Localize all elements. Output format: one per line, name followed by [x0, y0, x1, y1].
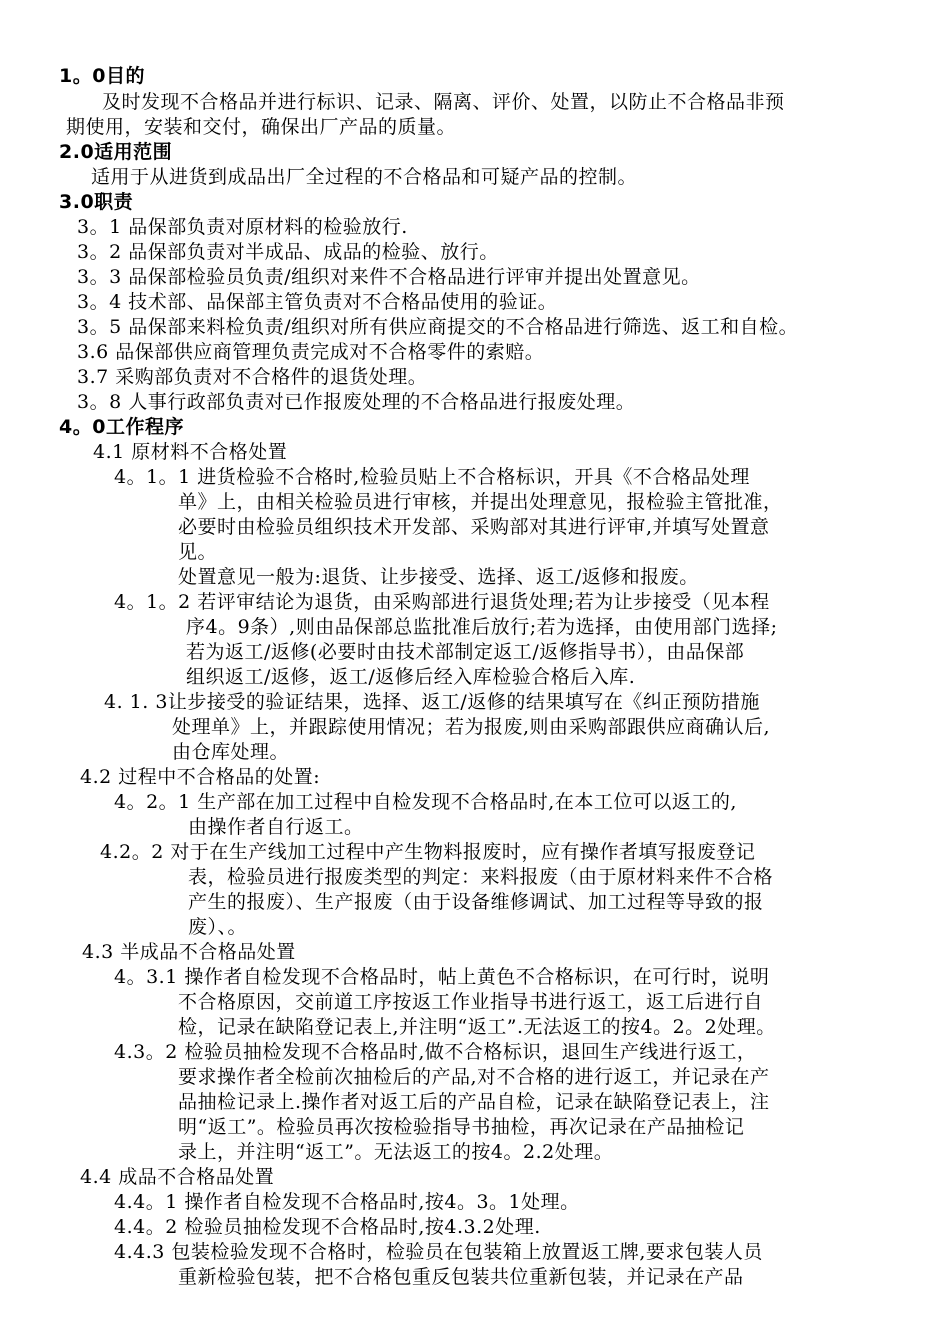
paragraph-line: 4.4。2 检验员抽检发现不合格品时,按4.3.2处理.: [114, 1216, 541, 1238]
paragraph-line: 品抽检记录上.操作者对返工后的产品自检，记录在缺陷登记表上，注: [178, 1091, 770, 1113]
paragraph-line: 录上，并注明“返工”。无法返工的按4。2.2处理。: [178, 1141, 614, 1163]
paragraph-line: 4.2。2 对于在生产线加工过程中产生物料报废时，应有操作者填写报废登记: [100, 841, 756, 863]
paragraph-line: 不合格原因，交前道工序按返工作业指导书进行返工，返工后进行自: [178, 991, 764, 1013]
paragraph-line: 由操作者自行返工。: [188, 816, 364, 838]
subsection-4-4-heading: 4.4 成品不合格品处置: [80, 1166, 275, 1188]
section-3-heading: 3.0职责: [59, 191, 134, 213]
paragraph-line: 4。1。2 若评审结论为退货，由采购部进行退货处理;若为让步接受（见本程: [114, 591, 770, 613]
paragraph-line: 单》上，由相关检验员进行审核，并提出处理意见，报检验主管批准，: [178, 491, 783, 513]
duty-item: 3。5 品保部来料检负责/组织对所有供应商提交的不合格品进行筛选、返工和自检。: [77, 316, 799, 338]
section-1-text-line: 期使用，安装和交付，确保出厂产品的质量。: [66, 116, 457, 138]
duty-item: 3。3 品保部检验员负责/组织对来件不合格品进行评审并提出处置意见。: [77, 266, 701, 288]
paragraph-line: 废）、。: [188, 916, 248, 938]
paragraph-line: 重新检验包装，把不合格包重反包装共位重新包装，并记录在产品: [178, 1266, 744, 1288]
paragraph-line: 4。2。1 生产部在加工过程中自检发现不合格品时,在本工位可以返工的,: [114, 791, 737, 813]
paragraph-line: 表，检验员进行报废类型的判定：来料报废（由于原材料来件不合格: [188, 866, 774, 888]
duty-item: 3。4 技术部、品保部主管负责对不合格品使用的验证。: [77, 291, 558, 313]
duty-item: 3。8 人事行政部负责对已作报废处理的不合格品进行报废处理。: [77, 391, 636, 413]
duty-item: 3.6 品保部供应商管理负责完成对不合格零件的索赔。: [77, 341, 545, 363]
paragraph-line: 产生的报废）、生产报废（由于设备维修调试、加工过程等导致的报: [188, 891, 764, 913]
paragraph-line: 组织返工/返修，返工/返修后经入库检验合格后入库.: [186, 666, 636, 688]
paragraph-line: 若为返工/返修(必要时由技术部制定返工/返修指导书），由品保部: [186, 641, 745, 663]
duty-item: 3。2 品保部负责对半成品、成品的检验、放行。: [77, 241, 499, 263]
paragraph-line: 4.4。1 操作者自检发现不合格品时,按4。3。1处理。: [114, 1191, 580, 1213]
section-2-text-line: 适用于从进货到成品出厂全过程的不合格品和可疑产品的控制。: [91, 166, 638, 188]
subsection-4-2-heading: 4.2 过程中不合格品的处置:: [80, 766, 321, 788]
duty-item: 3.7 采购部负责对不合格件的退货处理。: [77, 366, 428, 388]
paragraph-line: 4.3。2 检验员抽检发现不合格品时,做不合格标识，退回生产线进行返工，: [114, 1041, 757, 1063]
section-2-heading: 2.0适用范围: [59, 141, 173, 163]
paragraph-line: 要求操作者全检前次抽检后的产品,对不合格的进行返工，并记录在产: [178, 1066, 770, 1088]
paragraph-line: 4。1。1 进货检验不合格时,检验员贴上不合格标识，开具《不合格品处理: [114, 466, 750, 488]
paragraph-line: 由仓库处理。: [172, 741, 290, 763]
paragraph-line: 4.4.3 包装检验发现不合格时，检验员在包装箱上放置返工牌,要求包装人员: [114, 1241, 763, 1263]
paragraph-line: 明“返工”。检验员再次按检验指导书抽检，再次记录在产品抽检记: [178, 1116, 745, 1138]
paragraph-line: 处理单》上，并跟踪使用情况；若为报废,则由采购部跟供应商确认后,: [172, 716, 771, 738]
section-4-heading: 4。0工作程序: [59, 416, 184, 438]
paragraph-line: 见。: [178, 541, 218, 563]
paragraph-line: 序4。9条）,则由品保部总监批准后放行;若为选择，由使用部门选择;: [186, 616, 778, 638]
paragraph-line: 处置意见一般为:退货、让步接受、选择、返工/返修和报废。: [178, 566, 699, 588]
section-1-heading: 1。0目的: [59, 65, 145, 87]
paragraph-line: 4。3.1 操作者自检发现不合格品时，帖上黄色不合格标识，在可行时，说明: [114, 966, 770, 988]
duty-item: 3。1 品保部负责对原材料的检验放行.: [77, 216, 408, 238]
subsection-4-3-heading: 4.3 半成品不合格品处置: [82, 941, 296, 963]
paragraph-line: 4. 1. 3让步接受的验证结果，选择、返工/返修的结果填写在《纠正预防措施: [104, 691, 760, 713]
paragraph-line: 必要时由检验员组织技术开发部、采购部对其进行评审,并填写处置意: [178, 516, 770, 538]
section-1-text-line: 及时发现不合格品并进行标识、记录、隔离、评价、处置，以防止不合格品非预: [102, 91, 785, 113]
paragraph-line: 检，记录在缺陷登记表上,并注明“返工”.无法返工的按4。2。2处理。: [178, 1016, 776, 1038]
subsection-4-1-heading: 4.1 原材料不合格处置: [93, 441, 288, 463]
